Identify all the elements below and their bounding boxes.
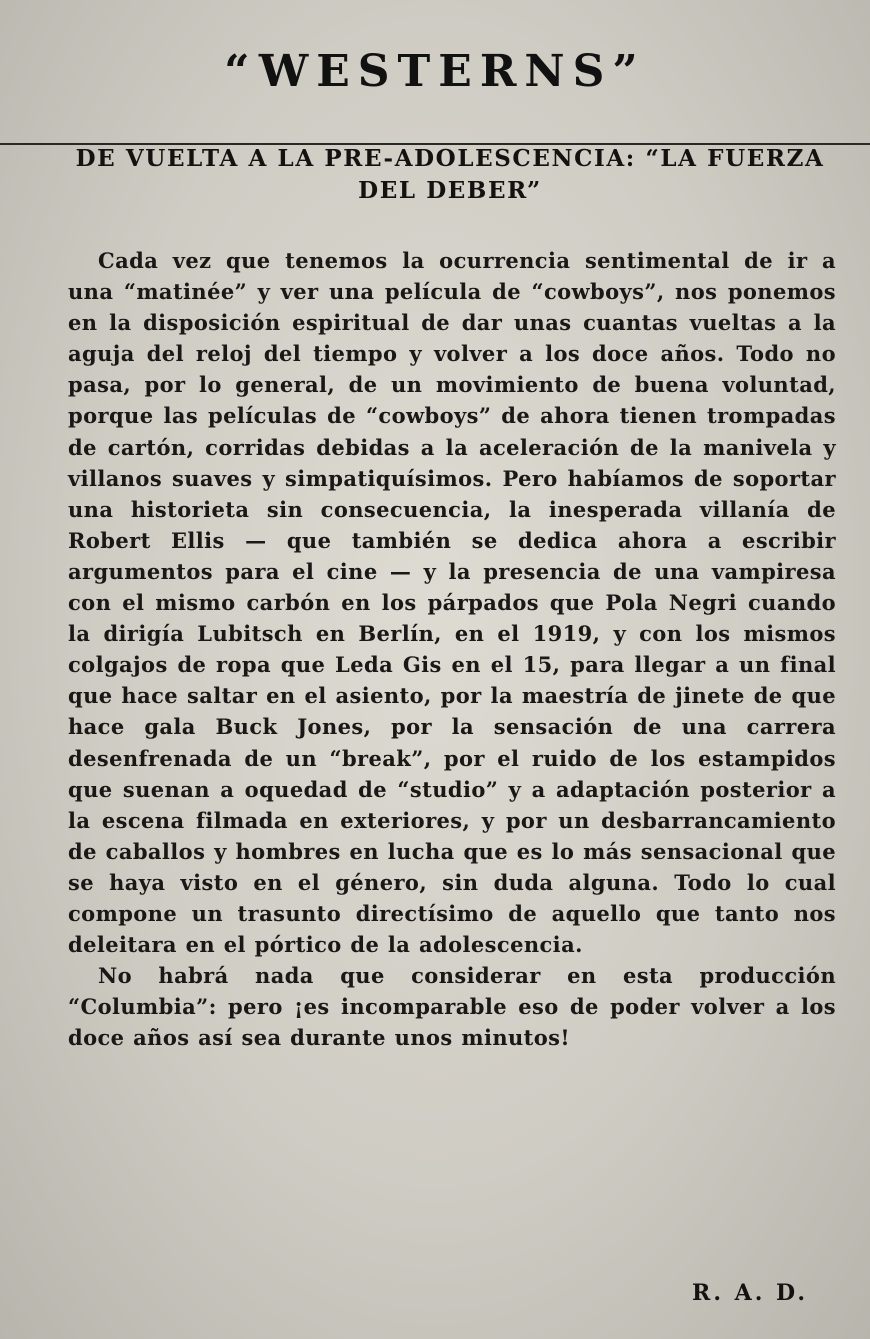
article-body: [68, 245, 836, 1053]
article-paragraph-2: No habrá nada que considerar en esta producción “Columbia”: pero ¡es incomparable eso de poder volver a los doce años así sea durante unos minutos!: [68, 963, 836, 1051]
article-paragraph-1: Cada vez que tenemos la ocurrencia sentimental de ir a una “matinée” y ver una película de “cowboys”, nos ponemos en la disposición espiritual de dar unas cuantas vueltas a la aguja del reloj del tiempo y volver a los doce años. Todo no pasa, por lo general, de un movimiento de buena voluntad, porque las películas de “cowboys” de ahora tienen trompadas de cartón, corridas debidas a la aceleración de la manivela y villanos suaves y simpatiquísimos. Pero habíamos de soportar una historieta sin consecuencia, la inesperada villanía de Robert Ellis — que también se dedica ahora a escribir argumentos para el cine — y la presencia de una vampiresa con el mismo carbón en los párpados que Pola Negri cuando la dirigía Lubitsch en Berlín, en el 1919, y con los mismos colgajos de ropa que Leda Gis en el 15, para llegar a un final que hace saltar en el asiento, por la maestría de jinete de que hace gala Buck Jones, por la sensación de una carrera desenfrenada de un “break”, por el ruido de los estampidos que suenan a oquedad de “studio” y a adaptación posterior a la escena filmada en exteriores, y por un desbarrancamiento de caballos y hombres en lucha que es lo más sensacional que se haya visto en el género, sin duda alguna. Todo lo cual compone un trasunto directísimo de aquello que tanto nos deleitara en el pórtico de la adolescencia.: [68, 248, 836, 958]
author-signature: R. A. D.: [692, 1280, 808, 1306]
article-subtitle: DE VUELTA A LA PRE-ADOLESCENCIA: “LA FUERZA DEL DEBER”: [75, 145, 825, 204]
article-title: “WESTERNS”: [224, 46, 646, 97]
